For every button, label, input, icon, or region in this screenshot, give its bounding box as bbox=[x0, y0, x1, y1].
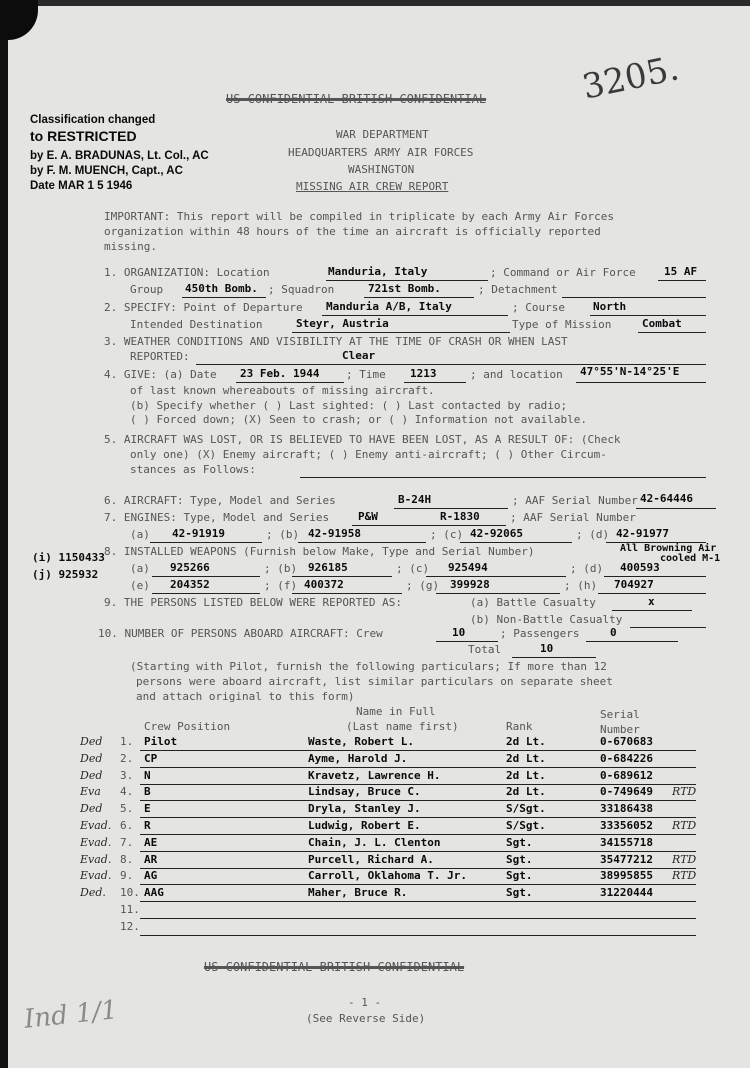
crew-status: Evad. bbox=[80, 835, 112, 849]
mission-value: Combat bbox=[642, 317, 682, 330]
crew-number: 7. bbox=[120, 835, 134, 849]
row-underline bbox=[140, 935, 696, 936]
non-battle-casualty-label: (b) Non-Battle Casualty bbox=[470, 613, 623, 626]
crew-status: Evad. bbox=[80, 852, 112, 866]
crew-status: Evad. bbox=[80, 819, 112, 832]
crew-status: Ded bbox=[80, 751, 103, 765]
detachment-label: ; Detachment bbox=[478, 283, 558, 296]
crew-rank: Sgt. bbox=[506, 869, 533, 883]
gun-c-value: 925494 bbox=[448, 561, 488, 574]
item-4-cont: of last known whereabouts of missing aircraft. bbox=[130, 384, 435, 397]
crew-position: Pilot bbox=[144, 735, 178, 748]
table-row bbox=[0, 920, 750, 937]
aircraft-serial-value: 42-64446 bbox=[640, 492, 693, 505]
guns-make-value: All Browning Air bbox=[620, 543, 717, 554]
item-9-label: 9. THE PERSONS LISTED BELOW WERE REPORTED AS: bbox=[104, 596, 403, 609]
air-force-value: 15 AF bbox=[664, 265, 698, 278]
aaf-serial-label: ; AAF Serial Number bbox=[512, 494, 638, 507]
crew-number: 1. bbox=[120, 735, 134, 748]
gun-h-label: ; (h) bbox=[564, 579, 598, 592]
handwritten-number: 3205. bbox=[578, 48, 683, 108]
crew-note: RTD bbox=[672, 852, 697, 866]
engine-c-value: 42-92065 bbox=[470, 527, 523, 540]
crew-position: AAG bbox=[144, 886, 164, 900]
destination-label: Intended Destination bbox=[130, 318, 263, 331]
crew-rank: 2d Lt. bbox=[506, 751, 546, 765]
crew-serial: 34155718 bbox=[600, 835, 653, 849]
crew-name: Lindsay, Bruce C. bbox=[308, 785, 421, 799]
gun-g-value: 399928 bbox=[450, 578, 490, 591]
crew-note: RTD bbox=[672, 785, 697, 799]
aircraft-type-value: B-24H bbox=[398, 493, 432, 506]
crew-serial: 0-749649 bbox=[600, 785, 653, 799]
item-5-options: only one) (X) Enemy aircraft; ( ) Enemy anti-aircraft; ( ) Other Circum- bbox=[130, 448, 607, 461]
group-label: Group bbox=[130, 283, 164, 296]
instruction-line-2: persons were aboard aircraft, list similar particulars on separate sheet bbox=[136, 675, 613, 688]
crew-serial: 35477212 bbox=[600, 852, 653, 866]
item-5-label: 5. AIRCRAFT WAS LOST, OR IS BELIEVED TO HAVE BEEN LOST, AS A RESULT OF: (Check bbox=[104, 433, 621, 446]
crew-position: CP bbox=[144, 751, 158, 765]
crew-serial: 0-689612 bbox=[600, 768, 653, 782]
crew-rank: 2d Lt. bbox=[506, 735, 546, 748]
weather-value: Clear bbox=[342, 349, 376, 362]
gun-c-label: ; (c) bbox=[396, 562, 430, 575]
classification-footer: US CONFIDENTIAL BRITISH CONFIDENTIAL bbox=[204, 960, 465, 974]
handwritten-initials: Ind 1/1 bbox=[22, 995, 120, 1035]
item-4-specify: (b) Specify whether ( ) Last sighted: ( ) Last contacted by radio; bbox=[130, 399, 568, 412]
crew-name: Maher, Bruce R. bbox=[308, 886, 408, 900]
reclassification-level: to RESTRICTED bbox=[30, 128, 137, 144]
page-number: - 1 - bbox=[348, 996, 382, 1009]
crew-status: Evad. bbox=[80, 869, 112, 883]
departure-value: Manduria A/B, Italy bbox=[326, 300, 452, 313]
crew-position: E bbox=[144, 802, 151, 816]
item-10-label: 10. NUMBER OF PERSONS ABOARD AIRCRAFT: Crew bbox=[98, 627, 383, 640]
battle-casualty-mark: x bbox=[648, 595, 655, 608]
engine-b-label: ; (b) bbox=[266, 528, 300, 541]
crew-number: 5. bbox=[120, 802, 134, 816]
dept-line-3: WASHINGTON bbox=[348, 163, 415, 176]
crew-status: Ded bbox=[80, 768, 103, 782]
engine-c-label: ; (c) bbox=[430, 528, 464, 541]
engine-make-value: P&W bbox=[358, 510, 378, 523]
gun-e-label: (e) bbox=[130, 579, 150, 592]
gun-d-value: 400593 bbox=[620, 561, 660, 574]
crew-position: AE bbox=[144, 835, 158, 849]
important-line-3: missing. bbox=[104, 240, 157, 253]
crew-serial: 33356052 bbox=[600, 819, 653, 832]
gun-b-label: ; (b) bbox=[264, 562, 298, 575]
gun-a-value: 925266 bbox=[170, 561, 210, 574]
reclassification-date: Date MAR 1 5 1946 bbox=[30, 180, 133, 192]
table-row bbox=[0, 869, 750, 886]
guns-make-value-2: cooled M-1 bbox=[660, 553, 721, 564]
col-position-header: Crew Position bbox=[144, 720, 231, 733]
time-value: 1213 bbox=[410, 367, 437, 380]
command-label: ; Command or Air Force bbox=[490, 266, 636, 279]
engine-d-value: 42-91977 bbox=[616, 527, 669, 540]
table-row bbox=[0, 752, 750, 769]
engine-model-value: R-1830 bbox=[440, 510, 480, 523]
crew-rank: Sgt. bbox=[506, 886, 533, 900]
gun-a-label: (a) bbox=[130, 562, 150, 575]
crew-name: Dryla, Stanley J. bbox=[308, 802, 421, 816]
course-label: ; Course bbox=[512, 301, 565, 314]
reclassification-by-1: by E. A. BRADUNAS, Lt. Col., AC bbox=[30, 150, 209, 162]
crew-status: Ded bbox=[80, 735, 103, 748]
crew-name: Kravetz, Lawrence H. bbox=[308, 768, 441, 782]
destination-value: Steyr, Austria bbox=[296, 317, 389, 330]
crew-position: AG bbox=[144, 869, 158, 883]
crew-number: 2. bbox=[120, 751, 134, 765]
crew-number: 6. bbox=[120, 819, 134, 832]
total-label: Total bbox=[468, 643, 502, 656]
item-4-options: ( ) Forced down; (X) Seen to crash; or ( ) Information not available. bbox=[130, 413, 587, 426]
crew-status: Ded bbox=[80, 802, 103, 816]
location-label-4: ; and location bbox=[470, 368, 563, 381]
item-4-label: 4. GIVE: (a) Date bbox=[104, 368, 217, 381]
squadron-label: ; Squadron bbox=[268, 283, 335, 296]
col-serial-sub-header: Number bbox=[600, 723, 640, 736]
crew-note: RTD bbox=[672, 819, 697, 832]
crew-serial: 0-684226 bbox=[600, 751, 653, 765]
reclassification-stamp-title: Classification changed bbox=[30, 114, 156, 126]
item-3-cont: REPORTED: bbox=[130, 350, 190, 363]
col-name-header: Name in Full bbox=[356, 705, 436, 718]
crew-serial: 33186438 bbox=[600, 802, 653, 816]
crew-name: Waste, Robert L. bbox=[308, 735, 414, 748]
gun-e-value: 204352 bbox=[170, 578, 210, 591]
crew-number: 9. bbox=[120, 869, 134, 883]
crew-position: R bbox=[144, 819, 151, 832]
table-row bbox=[0, 853, 750, 870]
classification-header: US CONFIDENTIAL BRITISH CONFIDENTIAL bbox=[226, 92, 487, 106]
dept-line-2: HEADQUARTERS ARMY AIR FORCES bbox=[288, 146, 474, 159]
crew-rank: 2d Lt. bbox=[506, 785, 546, 799]
engine-d-label: ; (d) bbox=[576, 528, 610, 541]
instruction-line-1: (Starting with Pilot, furnish the following particulars; If more than 12 bbox=[130, 660, 607, 673]
crew-status: Ded. bbox=[80, 886, 106, 900]
coordinates-value: 47°55'N-14°25'E bbox=[580, 365, 680, 378]
crew-number: 8. bbox=[120, 852, 134, 866]
dept-line-1: WAR DEPARTMENT bbox=[336, 128, 429, 141]
gun-h-value: 704927 bbox=[614, 578, 654, 591]
table-row bbox=[0, 735, 750, 752]
table-row bbox=[0, 819, 750, 836]
page-title: MISSING AIR CREW REPORT bbox=[296, 180, 449, 193]
gun-f-value: 400372 bbox=[304, 578, 344, 591]
scan-corner bbox=[0, 0, 38, 40]
crew-name: Chain, J. L. Clenton bbox=[308, 835, 441, 849]
crew-name: Carroll, Oklahoma T. Jr. bbox=[308, 869, 467, 883]
engine-serial-label: ; AAF Serial Number bbox=[510, 511, 636, 524]
total-value: 10 bbox=[540, 642, 554, 655]
item-5-cont: stances as Follows: bbox=[130, 463, 256, 476]
table-row bbox=[0, 836, 750, 853]
passengers-value: 0 bbox=[610, 626, 617, 639]
see-reverse-note: (See Reverse Side) bbox=[306, 1012, 426, 1025]
crew-name: Purcell, Richard A. bbox=[308, 852, 434, 866]
course-value: North bbox=[593, 300, 627, 313]
instruction-line-3: and attach original to this form) bbox=[136, 690, 355, 703]
table-row bbox=[0, 802, 750, 819]
crew-number: 3. bbox=[120, 768, 134, 782]
crew-position: AR bbox=[144, 852, 158, 866]
col-rank-header: Rank bbox=[506, 720, 533, 733]
table-row bbox=[0, 769, 750, 786]
col-serial-header: Serial bbox=[600, 708, 640, 721]
item-3-label: 3. WEATHER CONDITIONS AND VISIBILITY AT THE TIME OF CRASH OR WHEN LAST bbox=[104, 335, 568, 348]
item-1-label: 1. ORGANIZATION: Location bbox=[104, 266, 270, 279]
engine-b-value: 42-91958 bbox=[308, 527, 361, 540]
passengers-label: ; Passengers bbox=[500, 627, 580, 640]
important-line-2: organization within 48 hours of the time an aircraft is officially reported bbox=[104, 225, 601, 238]
crew-name: Ayme, Harold J. bbox=[308, 751, 408, 765]
reclassification-by-2: by F. M. MUENCH, Capt., AC bbox=[30, 165, 183, 177]
mission-type-label: Type of Mission bbox=[512, 318, 612, 331]
gun-g-label: ; (g) bbox=[406, 579, 440, 592]
crew-serial: 31220444 bbox=[600, 886, 653, 900]
margin-serial-j: (j) 925932 bbox=[32, 568, 99, 581]
engine-a-label: (a) bbox=[130, 528, 150, 541]
item-2-label: 2. SPECIFY: Point of Departure bbox=[104, 301, 303, 314]
table-row bbox=[0, 886, 750, 903]
crew-status: Eva bbox=[80, 785, 101, 799]
group-value: 450th Bomb. bbox=[185, 282, 258, 295]
crew-rank: S/Sgt. bbox=[506, 819, 546, 832]
col-name-sub-header: (Last name first) bbox=[346, 720, 459, 733]
crew-serial: 38995855 bbox=[600, 869, 653, 883]
gun-b-value: 926185 bbox=[308, 561, 348, 574]
crew-position: N bbox=[144, 768, 151, 782]
battle-casualty-label: (a) Battle Casualty bbox=[470, 596, 596, 609]
engine-a-value: 42-91919 bbox=[172, 527, 225, 540]
important-line-1: IMPORTANT: This report will be compiled in triplicate by each Army Air Forces bbox=[104, 210, 614, 223]
crew-number: 11. bbox=[120, 903, 140, 916]
squadron-value: 721st Bomb. bbox=[368, 282, 441, 295]
crew-rank: Sgt. bbox=[506, 835, 533, 849]
crew-serial: 0-670683 bbox=[600, 735, 653, 748]
item-8-label: 8. INSTALLED WEAPONS (Furnish below Make, Type and Serial Number) bbox=[104, 545, 535, 558]
crew-note: RTD bbox=[672, 869, 697, 883]
margin-serial-i: (i) 1150433 bbox=[32, 551, 105, 564]
crew-number: 10. bbox=[120, 886, 140, 900]
time-label: ; Time bbox=[346, 368, 386, 381]
crew-number: 12. bbox=[120, 919, 140, 933]
item-7-label: 7. ENGINES: Type, Model and Series bbox=[104, 511, 330, 524]
crew-count-value: 10 bbox=[452, 626, 466, 639]
crew-rank: Sgt. bbox=[506, 852, 533, 866]
gun-f-label: ; (f) bbox=[264, 579, 298, 592]
scan-edge bbox=[0, 0, 750, 6]
crew-name: Ludwig, Robert E. bbox=[308, 819, 421, 832]
table-row bbox=[0, 903, 750, 920]
table-row bbox=[0, 785, 750, 802]
crew-position: B bbox=[144, 785, 151, 799]
crew-number: 4. bbox=[120, 785, 134, 799]
location-value: Manduria, Italy bbox=[328, 265, 428, 278]
item-6-label: 6. AIRCRAFT: Type, Model and Series bbox=[104, 494, 336, 507]
date-value: 23 Feb. 1944 bbox=[240, 367, 320, 380]
gun-d-label: ; (d) bbox=[570, 562, 604, 575]
crew-rank: S/Sgt. bbox=[506, 802, 546, 816]
crew-rank: 2d Lt. bbox=[506, 768, 546, 782]
